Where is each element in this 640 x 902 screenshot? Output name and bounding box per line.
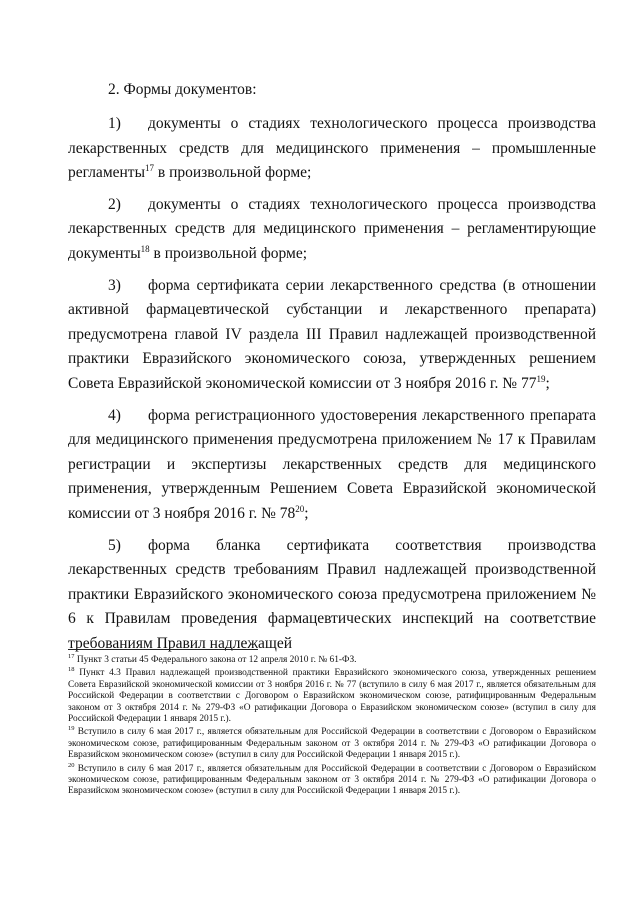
- item-text: документы о стадиях технологического процесса производства лекарственных средств для медицинского применения – промышленные регламенты: [68, 115, 596, 182]
- footnote-ref: 20: [295, 503, 305, 514]
- list-item-1: [68, 112, 596, 186]
- footnote-ref: 18: [140, 243, 150, 254]
- footnote-text: Вступило в силу 6 мая 2017 г., является обязательным для Российской Федерации в соответствии с Договором о Евразийском экономическом союзе, ратифицированным Федеральным законом от 3 октября 2014 г. № 279-ФЗ «О ратификации Договора о Евразийском экономическом союзе» (вступил в силу для Российской Федерации 1 января 2015 г.).: [68, 727, 596, 761]
- footnote-19: [68, 727, 596, 761]
- footnote-20: [68, 761, 596, 798]
- footnote-18: [68, 668, 596, 725]
- item-number: 1): [108, 115, 121, 132]
- footnote-ref: 17: [145, 163, 154, 174]
- footnote-ref: 19: [536, 373, 546, 384]
- list-item-2: [68, 193, 596, 267]
- item-number: 5): [108, 536, 121, 554]
- footnote-number: 20: [68, 761, 75, 769]
- footnote-number: 18: [68, 666, 75, 674]
- item-text-tail: ;: [545, 374, 550, 392]
- footnote-text: Пункт 4.3 Правил надлежащей производственной практики Евразийского экономического союза, утвержденных решением Совета Евразийской экономической комиссии от 3 ноября 2016 г. № 77 (вступило в силу 6 мая 2017 г., является обязательным для Российской Федерации в соответствии с Договором о Евразийском экономическом союзе, ратифицированным Федеральным законом от 3 октября 2014 г. № 279-ФЗ «О ратификации Договора о Евразийском экономическом союзе» (вступил в силу для Российской Федерации 1 января 2015 г.).: [68, 668, 596, 725]
- list-item-3: [68, 274, 596, 397]
- item-number: 3): [108, 276, 121, 294]
- item-text: форма сертификата серии лекарственного средства (в отношении активной фармацевтической субстанции и лекарственного препарата) предусмотрена главой IV раздела III Правил надлежащей производственной практики Евразийского экономического союза, утвержденных решением Совета Евразийской экономической комиссии от 3 ноября 2016 г. № 77: [68, 276, 596, 392]
- section-heading: 2. Формы документов:: [108, 81, 257, 98]
- item-text-tail: в произвольной форме;: [149, 244, 308, 262]
- item-number: 4): [108, 406, 121, 424]
- document-body: [68, 112, 596, 663]
- item-text-tail: ;: [304, 504, 309, 522]
- item-text-tail: в произвольной форме;: [154, 164, 312, 182]
- footnote-17: [68, 652, 596, 666]
- footnote-number: 19: [68, 725, 75, 733]
- list-item-5: [68, 534, 596, 657]
- item-text: форма бланка сертификата соответствия производства лекарственных средств требованиям Правил надлежащей производственной практики Евразийского экономического союза предусмотрена приложением № 6 к Правилам проведения фармацевтических инспекций на соответствие требованиям Правил надлежащей: [68, 536, 596, 652]
- footnote-divider: [68, 649, 258, 650]
- footnote-text: Пункт 3 статьи 45 Федерального закона от 12 апреля 2010 г. № 61-ФЗ.: [74, 655, 357, 665]
- list-item-4: [68, 404, 596, 527]
- item-text: документы о стадиях технологического процесса производства лекарственных средств для медицинского применения – регламентирующие документы: [68, 195, 596, 262]
- document-page: [68, 0, 596, 902]
- item-number: 2): [108, 195, 121, 213]
- item-text: форма регистрационного удостоверения лекарственного препарата для медицинского применения предусмотрена приложением № 17 к Правилам регистрации и экспертизы лекарственных средств для медицинского применения, утвержденным Решением Совета Евразийской экономической комиссии от 3 ноября 2016 г. № 78: [68, 406, 596, 522]
- footnote-number: 17: [68, 652, 75, 660]
- footnote-text: Вступило в силу 6 мая 2017 г., является обязательным для Российской Федерации в соответствии с Договором о Евразийском экономическом союзе, ратифицированным Федеральным законом от 3 октября 2014 г. № 279-ФЗ «О ратификации Договора о Евразийском экономическом союзе» (вступил в силу для Российской Федерации 1 января 2015 г.).: [68, 763, 596, 797]
- footnotes: [68, 652, 596, 800]
